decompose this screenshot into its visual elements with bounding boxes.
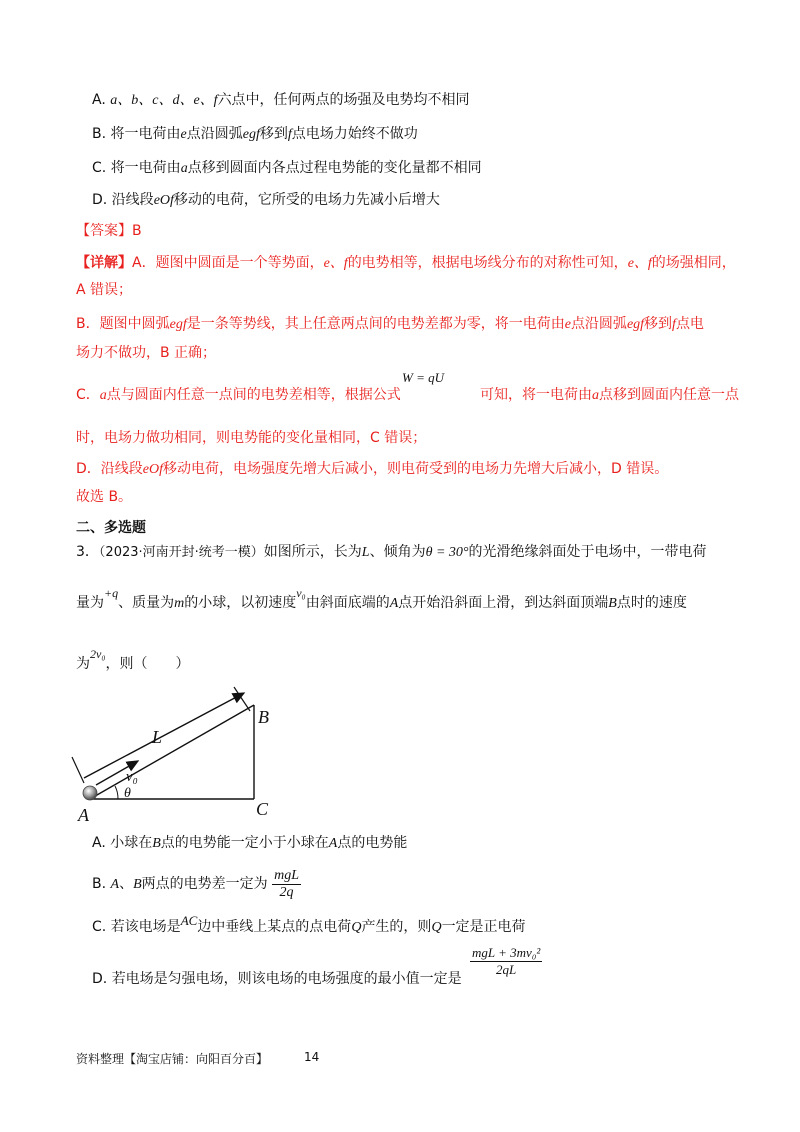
detail-line-b: B．题图中圆弧egf是一条等势线，其上任意两点间的电势差都为零，将一电荷由e点沿圆弧egf移到f点电 — [76, 316, 704, 332]
q3-stem-line1: 3．（2023·河南开封·统考一模）如图所示，长为L、倾角为θ = 30°的光滑绝缘斜面处于电场中，一带电荷 — [76, 544, 707, 560]
q3-option-b: B. A、B两点的电势差一定为 $\frac{\text{mgL}}{2q}$ — [92, 867, 299, 900]
theta-equation: θ = 30° — [425, 545, 469, 560]
q3-stem-line3: 为2v₀，则（ ） — [76, 647, 190, 672]
angle-arc — [115, 786, 118, 799]
formula-w-qu: W = qU — [402, 370, 444, 385]
fraction-mgL-2q: $\frac{\text{mgL}}{2q}$ — [274, 867, 299, 900]
detail-line-c: C．a点与圆面内任意一点间的电势差相等，根据公式 — [76, 387, 401, 403]
q2-option-a: A. a、b、c、d、e、f六点中，任何两点的场强及电势均不相同 — [92, 92, 470, 108]
length-tick-left — [72, 757, 84, 783]
incline-figure — [60, 685, 300, 825]
label-L: L — [152, 727, 163, 747]
q2-option-a-points: a、b、c、d、e、f — [110, 93, 218, 108]
section-title: 二、多选题 — [76, 520, 146, 536]
label-A: A — [78, 805, 89, 825]
label-C: C — [256, 799, 269, 819]
length-indicator-line-back — [84, 693, 244, 778]
detail-line-a: 【详解】A．题图中圆面是一个等势面，e、f的电势相等，根据电场线分布的对称性可知，e、f的场强相同， — [76, 255, 736, 271]
q2-option-b: B. 将一电荷由e点沿圆弧egf移到f点电场力始终不做功 — [92, 126, 418, 142]
q3-option-c: C. 若该电场是AC边中垂线上某点的点电荷Q产生的，则Q一定是正电荷 — [92, 913, 526, 935]
label-v0: v₀ — [126, 769, 138, 785]
q2-option-d: D. 沿线段eOf移动的电荷，它所受的电场力先减小后增大 — [92, 192, 440, 208]
detail-line-b-end: 场力不做功，B 正确； — [76, 345, 217, 361]
answer: 【答案】B — [76, 223, 142, 239]
detail-line-d: D．沿线段eOf移动电荷，电场强度先增大后减小，则电荷受到的电场力先增大后减小，D 错误。 — [76, 461, 669, 477]
footer-source: 资料整理【淘宝店铺：向阳百分百】 — [76, 1052, 269, 1066]
incline-slope — [90, 705, 254, 799]
label-B: B — [258, 707, 269, 727]
detail-line-c-cont: 可知，将一电荷由a点移到圆面内任意一点 — [480, 387, 739, 403]
q3-option-d: D. 若电场是匀强电场，则该电场的电场强度的最小值一定是 — [92, 971, 462, 987]
detail-conclusion: 故选 B。 — [76, 489, 133, 505]
page-number: 14 — [304, 1050, 320, 1064]
detail-line-a-end: A 错误； — [76, 282, 133, 298]
q3-stem-line2: 量为+q、质量为m的小球，以初速度v₀由斜面底端的A点开始沿斜面上滑，到达斜面顶端B点时的速度 — [76, 586, 687, 611]
q3-option-a: A. 小球在B点的电势能一定小于小球在A点的电势能 — [92, 835, 408, 851]
length-tick-right — [234, 687, 250, 711]
fraction-option-d: $\frac{\text{mgL + 3mv₀²}}{2qL}$ — [472, 945, 541, 977]
q2-option-c: C. 将一电荷由a点移到圆面内各点过程电势能的变化量都不相同 — [92, 160, 482, 176]
label-theta: θ — [124, 786, 131, 801]
detail-line-c-end: 时，电场力做功相同，则电势能的变化量相同，C 错误； — [76, 430, 427, 446]
ball — [83, 786, 97, 800]
